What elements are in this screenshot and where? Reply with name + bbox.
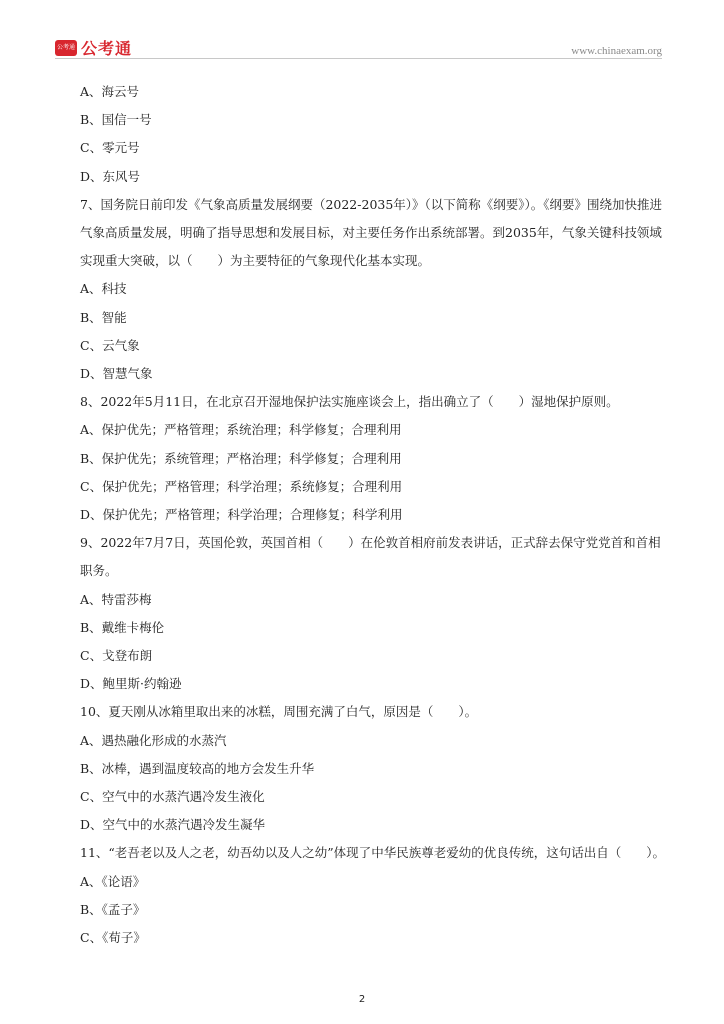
option-line: B、戴维卡梅伦 — [80, 619, 165, 635]
question-11: 11、“老吾老以及人之老，幼吾幼以及人之幼”体现了中华民族尊老爱幼的优良传统，这句话出自（ ）。 — [80, 845, 665, 861]
logo-text: 公考通 — [81, 39, 133, 58]
option-line: C、空气中的水蒸汽遇冷发生液化 — [80, 789, 265, 805]
logo-badge: 公考通 — [55, 40, 77, 56]
option-line: D、智慧气象 — [80, 366, 153, 382]
site-url: www.chinaexam.org — [571, 45, 662, 57]
header-divider — [55, 58, 662, 59]
option-line: A、科技 — [80, 281, 127, 297]
option-line: B、国信一号 — [80, 112, 152, 128]
option-line: A、特雷莎梅 — [80, 591, 152, 607]
option-line: C、保护优先；严格管理；科学治理；系统修复；合理利用 — [80, 478, 403, 494]
option-line: A、保护优先；严格管理；系统治理；科学修复；合理利用 — [80, 422, 402, 438]
question-9: 9、2022年7月7日，英国伦敦，英国首相（ ）在伦敦首相府前发表讲话，正式辞去保守党党首和首相职务。 — [80, 535, 661, 579]
question-10: 10、夏天刚从冰箱里取出来的冰糕，周围充满了白气，原因是（ ）。 — [80, 704, 478, 720]
option-line: D、保护优先；严格管理；科学治理；合理修复；科学利用 — [80, 507, 403, 523]
option-line: B、冰棒，遇到温度较高的地方会发生升华 — [80, 760, 315, 776]
option-line: B、保护优先；系统管理；严格治理；科学修复；合理利用 — [80, 450, 402, 466]
option-line: B、智能 — [80, 309, 127, 325]
option-line: C、零元号 — [80, 140, 140, 156]
option-line: D、空气中的水蒸汽遇冷发生凝华 — [80, 817, 266, 833]
option-line: D、鲍里斯·约翰逊 — [80, 676, 182, 692]
option-line: A、《论语》 — [80, 873, 146, 889]
option-line: A、遇热融化形成的水蒸汽 — [80, 732, 227, 748]
option-line: C、戈登布朗 — [80, 648, 153, 664]
option-line: B、《孟子》 — [80, 901, 146, 917]
option-line: A、海云号 — [80, 84, 140, 99]
question-7: 7、国务院日前印发《气象高质量发展纲要（2022-2035年）》（以下简称《纲要》）。《纲要》围绕加快推进气象高质量发展，明确了指导思想和发展目标，对主要任务作出系统部署。到2035年，气象关键科技领域实现重大突破，以（ ）为主要特征的气象现代化基本实现。 — [80, 196, 663, 269]
option-line: D、东风号 — [80, 168, 141, 184]
option-line: C、云气象 — [80, 337, 140, 353]
page-number: 2 — [358, 994, 366, 1005]
logo — [55, 36, 132, 59]
question-8: 8、2022年5月11日，在北京召开湿地保护法实施座谈会上，指出确立了（ ）湿地保护原则。 — [80, 394, 619, 410]
option-line: C、《荀子》 — [80, 930, 146, 946]
document-body — [80, 78, 670, 952]
page-header — [0, 0, 724, 62]
